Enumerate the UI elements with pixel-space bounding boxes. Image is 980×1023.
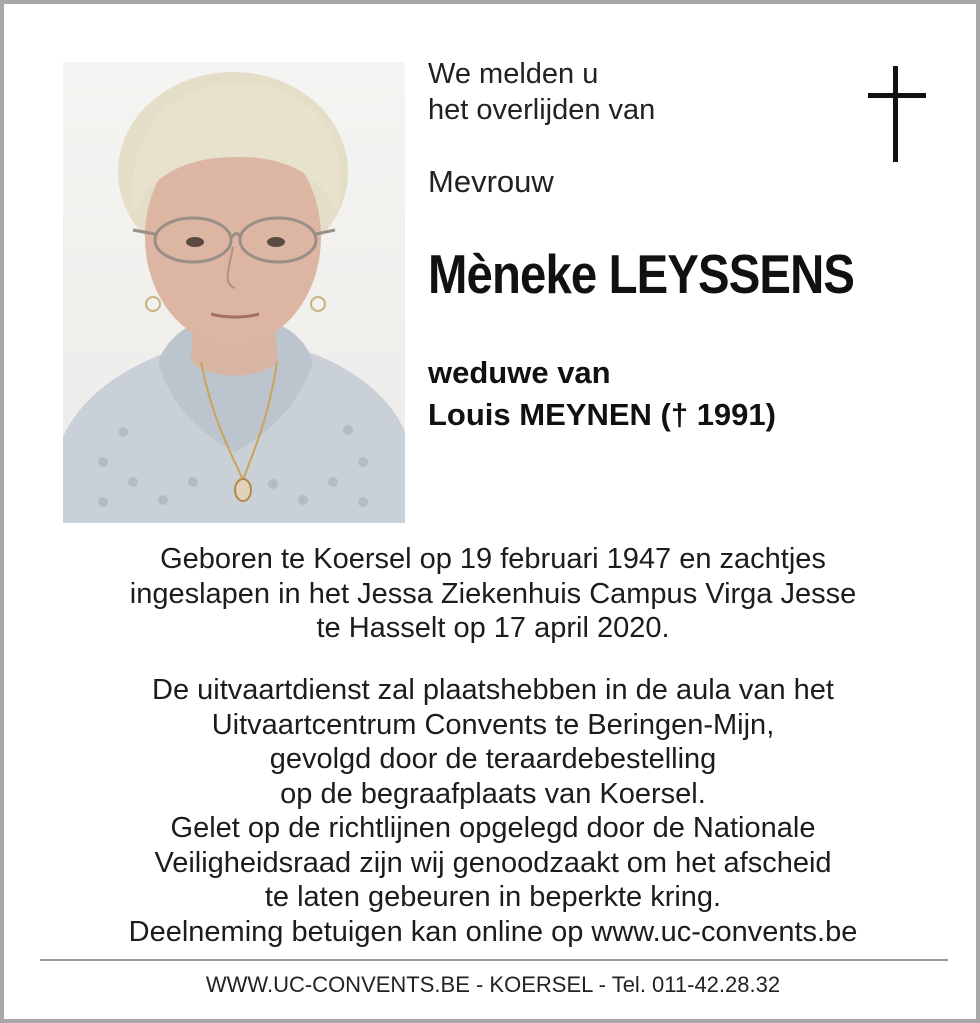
birth-death-paragraph (40, 542, 946, 646)
footer-contact: WWW.UC-CONVENTS.BE - KOERSEL - Tel. 011-42.28.32 (205, 972, 781, 997)
paragraph-line: gevolgd door de teraardebestelling (269, 743, 717, 775)
paragraph-line: Gelet op de richtlijnen opgelegd door de Nationale (170, 812, 816, 844)
condolence-line: Deelneming betuigen kan online op www.uc-convents.be (128, 915, 858, 948)
spouse-line-2: Louis MEYNEN († 1991) (428, 397, 776, 432)
cross-icon (868, 66, 926, 162)
intro-line-2: het overlijden van (428, 94, 656, 126)
paragraph-line: te laten gebeuren in beperkte kring. (264, 881, 722, 913)
intro-line-1: We melden u (428, 58, 599, 90)
spouse-line-1: weduwe van (428, 355, 611, 390)
paragraph-line: te Hasselt op 17 april 2020. (316, 612, 670, 644)
honorific-title: Mevrouw (428, 164, 554, 199)
paragraph-line: ingeslapen in het Jessa Ziekenhuis Campus Virga Jesse (129, 577, 857, 610)
paragraph-line: De uitvaartdienst zal plaatshebben in de aula van het (152, 674, 834, 706)
paragraph-line: Uitvaartcentrum Convents te Beringen-Mijn, (211, 708, 775, 741)
intro-text (428, 56, 655, 128)
footer-divider (40, 959, 948, 961)
spouse-info (428, 352, 776, 436)
funeral-paragraph (40, 673, 946, 949)
portrait-photo (63, 62, 405, 523)
deceased-name: Mèneke LEYSSENS (428, 243, 855, 305)
paragraph-line: Veiligheidsraad zijn wij genoodzaakt om het afscheid (154, 846, 832, 879)
paragraph-line: op de begraafplaats van Koersel. (280, 777, 706, 810)
paragraph-line: Geboren te Koersel op 19 februari 1947 en zachtjes (160, 543, 826, 575)
